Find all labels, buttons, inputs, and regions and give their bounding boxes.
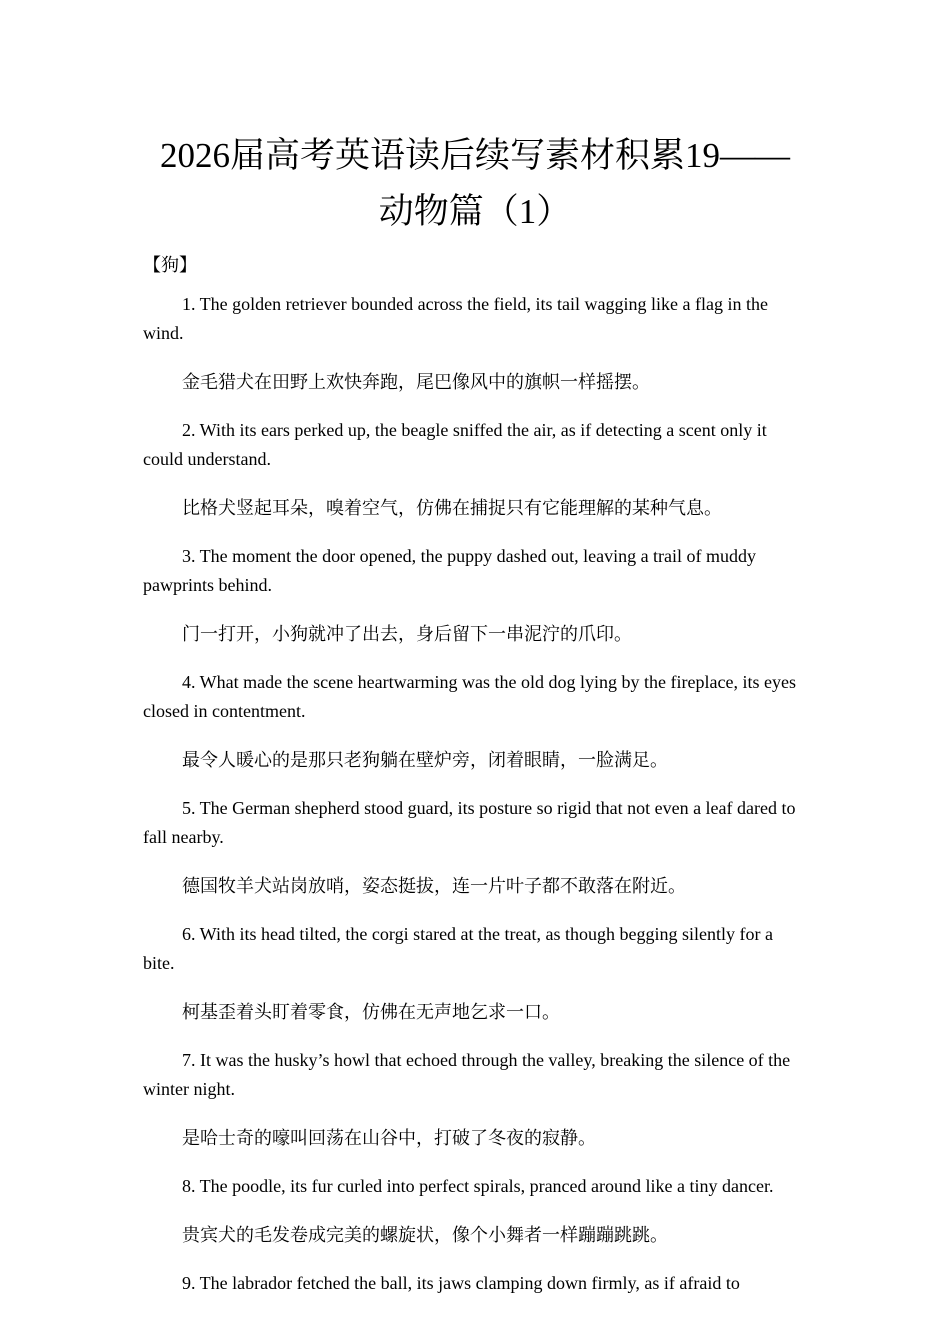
chinese-translation-7: 是哈士奇的嚎叫回荡在山谷中，打破了冬夜的寂静。: [182, 1128, 596, 1148]
english-sentence-7: 7. It was the husky’s howl that echoed through the valley, breaking the silence of the winter night.: [143, 1050, 791, 1099]
english-sentence-6: 6. With its head tilted, the corgi stared at the treat, as though begging silently for a bite.: [143, 924, 773, 973]
chinese-translation-5: 德国牧羊犬站岗放哨，姿态挺拔，连一片叶子都不敢落在附近。: [182, 876, 686, 896]
english-sentence-8: 8. The poodle, its fur curled into perfect spirals, pranced around like a tiny dancer.: [182, 1176, 774, 1196]
english-sentence-2: 2. With its ears perked up, the beagle sniffed the air, as if detecting a scent only it could understand.: [143, 420, 767, 469]
english-sentence-1: 1. The golden retriever bounded across the field, its tail wagging like a flag in the wind.: [143, 294, 768, 343]
chinese-translation-1: 金毛猎犬在田野上欢快奔跑，尾巴像风中的旗帜一样摇摆。: [182, 372, 650, 392]
title-line-1: 2026届高考英语读后续写素材积累19——: [159, 136, 790, 175]
document-title: [120, 128, 830, 240]
chinese-translation-6: 柯基歪着头盯着零食，仿佛在无声地乞求一口。: [182, 1002, 560, 1022]
english-sentence-9: 9. The labrador fetched the ball, its jaws clamping down firmly, as if afraid to: [182, 1273, 740, 1293]
section-heading: 【狗】: [143, 255, 197, 275]
title-line-2: 动物篇（1）: [378, 192, 572, 231]
chinese-translation-4: 最令人暖心的是那只老狗躺在壁炉旁，闭着眼睛，一脸满足。: [182, 750, 668, 770]
english-sentence-4: 4. What made the scene heartwarming was the old dog lying by the fireplace, its eyes closed in contentment.: [143, 672, 796, 721]
chinese-translation-8: 贵宾犬的毛发卷成完美的螺旋状，像个小舞者一样蹦蹦跳跳。: [182, 1225, 668, 1245]
chinese-translation-2: 比格犬竖起耳朵，嗅着空气，仿佛在捕捉只有它能理解的某种气息。: [182, 498, 722, 518]
document-body: [143, 290, 808, 1298]
chinese-translation-3: 门一打开，小狗就冲了出去，身后留下一串泥泞的爪印。: [182, 624, 632, 644]
english-sentence-5: 5. The German shepherd stood guard, its posture so rigid that not even a leaf dared to fall nearby.: [143, 798, 796, 847]
english-sentence-3: 3. The moment the door opened, the puppy dashed out, leaving a trail of muddy pawprints behind.: [143, 546, 757, 595]
